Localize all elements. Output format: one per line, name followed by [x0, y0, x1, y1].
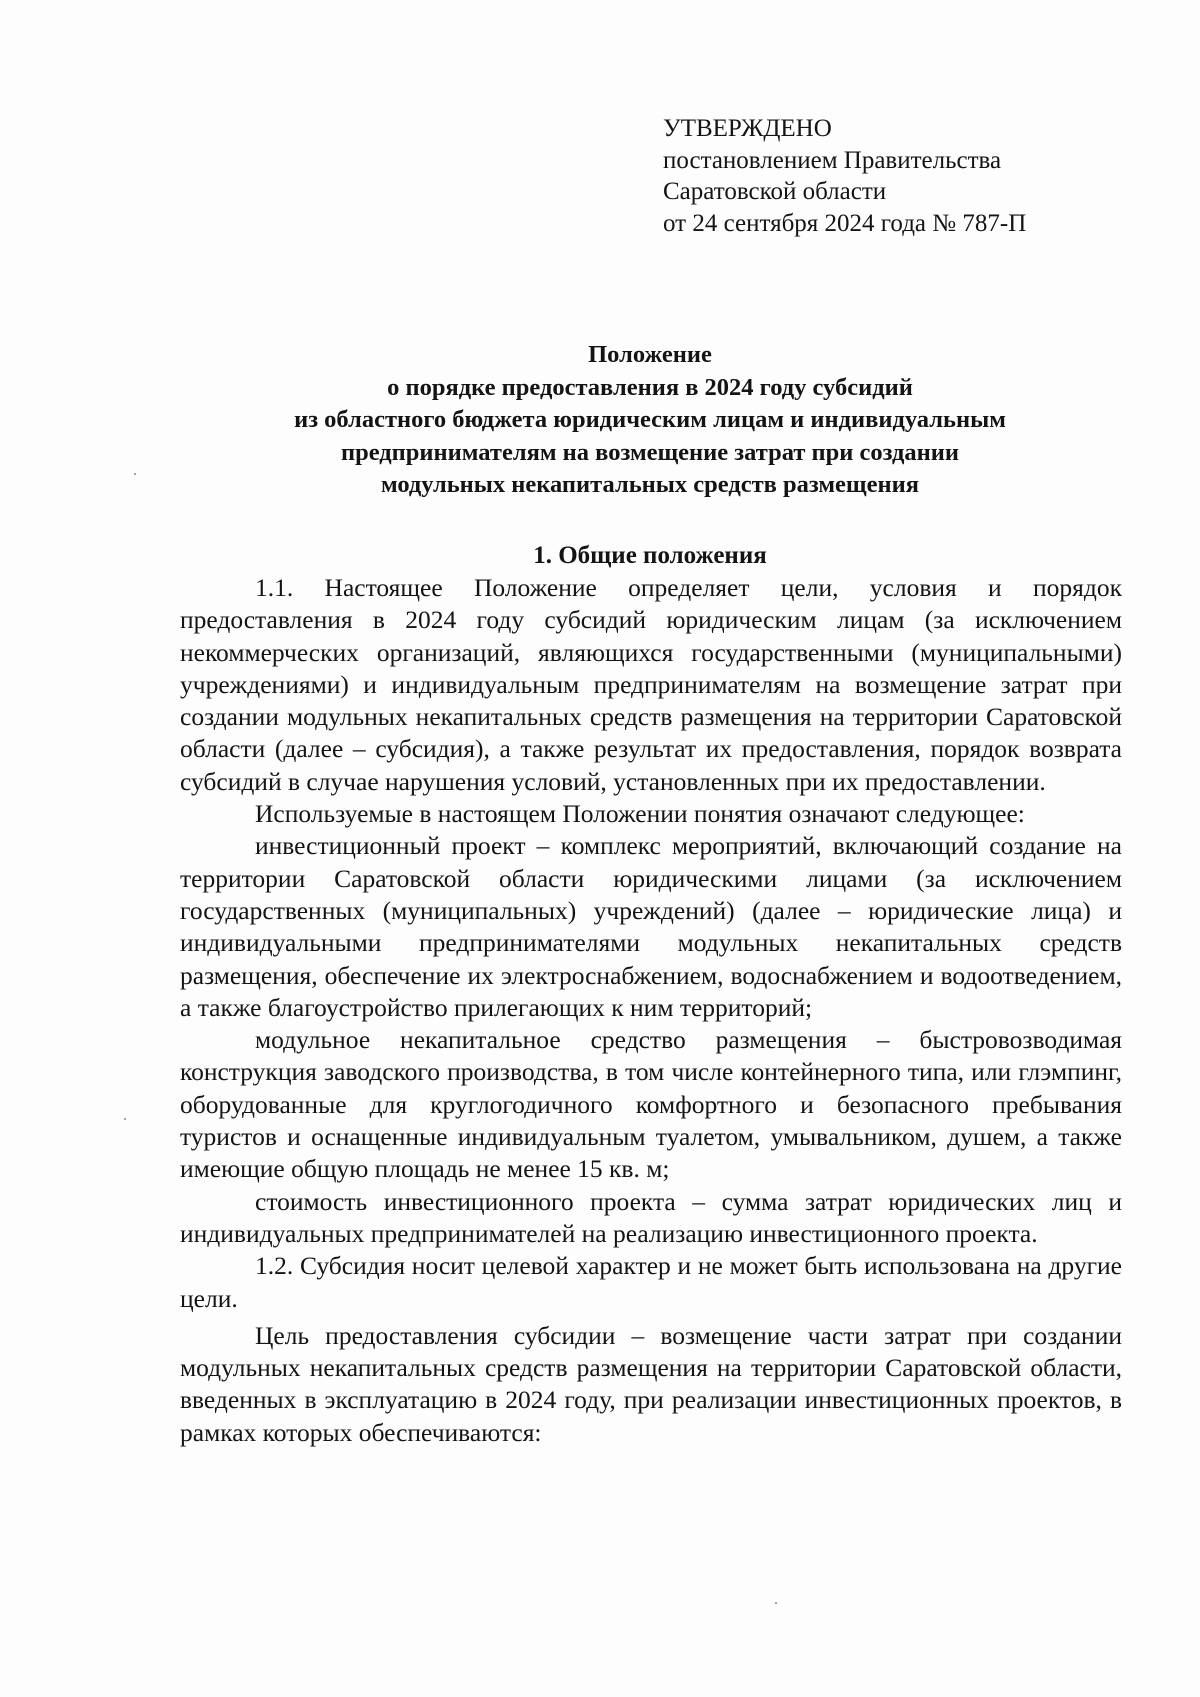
section-body [180, 572, 1122, 1449]
section-heading: 1. Общие положения [533, 542, 767, 569]
approval-region: Саратовской области [663, 178, 887, 205]
approval-heading: УТВЕРЖДЕНО [663, 115, 832, 142]
scan-speck [134, 473, 136, 475]
scan-speck [124, 1118, 126, 1120]
paragraph-definition-modular-facility: модульное некапитальное средство размещения – быстровозводимая конструкция заводского производства, в том числе контейнерного типа, или глэмпинг, оборудованные для круглогодичного комфортного и безопасного пребывания туристов и оснащенные индивидуальным туалетом, умывальником, душем, а также имеющие общую площадь не менее 15 кв. м; [180, 1025, 1122, 1184]
paragraph-definition-project-cost: стоимость инвестиционного проекта – сумма затрат юридических лиц и индивидуальных предпринимателей на реализацию инвестиционного проекта. [180, 1186, 1122, 1248]
approval-stamp [663, 113, 1026, 239]
paragraph-definitions-intro: Используемые в настоящем Положении понятия означают следующее: [255, 799, 1025, 829]
title-line-3: из областного бюджета юридическим лицам и индивидуальным [294, 406, 1006, 433]
paragraph-definition-investment-project: инвестиционный проект – комплекс мероприятий, включающий создание на территории Саратовской области юридическими лицами (за исключением государственных (муниципальных) учреждений) (далее – юридические лица) и индивидуальными предпринимателями модульных некапитальных средств размещения, обеспечение их электроснабжением, водоснабжением и водоотведением, а также благоустройство прилегающих к ним территорий; [180, 831, 1122, 1022]
paragraph-1-1: 1.1. Настоящее Положение определяет цели, условия и порядок предоставления в 2024 году субсидий юридическим лицам (за исключением некоммерческих организаций, являющихся государственными (муниципальными) учреждениями) и индивидуальным предпринимателям на возмещение затрат при создании модульных некапитальных средств размещения на территории Саратовской области (далее – субсидия), а также результат их предоставления, порядок возврата субсидий в случае нарушения условий, установленных при их предоставлении. [180, 573, 1122, 796]
paragraph-1-2: 1.2. Субсидия носит целевой характер и не может быть использована на другие цели. [180, 1251, 1122, 1313]
approval-authority: постановлением Правительства [663, 146, 1002, 174]
document-title [180, 339, 1120, 502]
title-line-4: предпринимателям на возмещение затрат при создании [341, 438, 959, 466]
title-line-5: модульных некапитальных средств размещения [381, 471, 919, 498]
paragraph-subsidy-purpose: Цель предоставления субсидии – возмещение части затрат при создании модульных некапитальных средств размещения на территории Саратовской области, введенных в эксплуатацию в 2024 году, при реализации инвестиционных проектов, в рамках которых обеспечиваются: [180, 1320, 1122, 1447]
scan-speck [775, 1602, 777, 1604]
title-line-2: о порядке предоставления в 2024 году субсидий [387, 373, 913, 401]
title-line-1: Положение [588, 341, 712, 368]
approval-date-number: от 24 сентября 2024 года № 787-П [663, 209, 1027, 237]
